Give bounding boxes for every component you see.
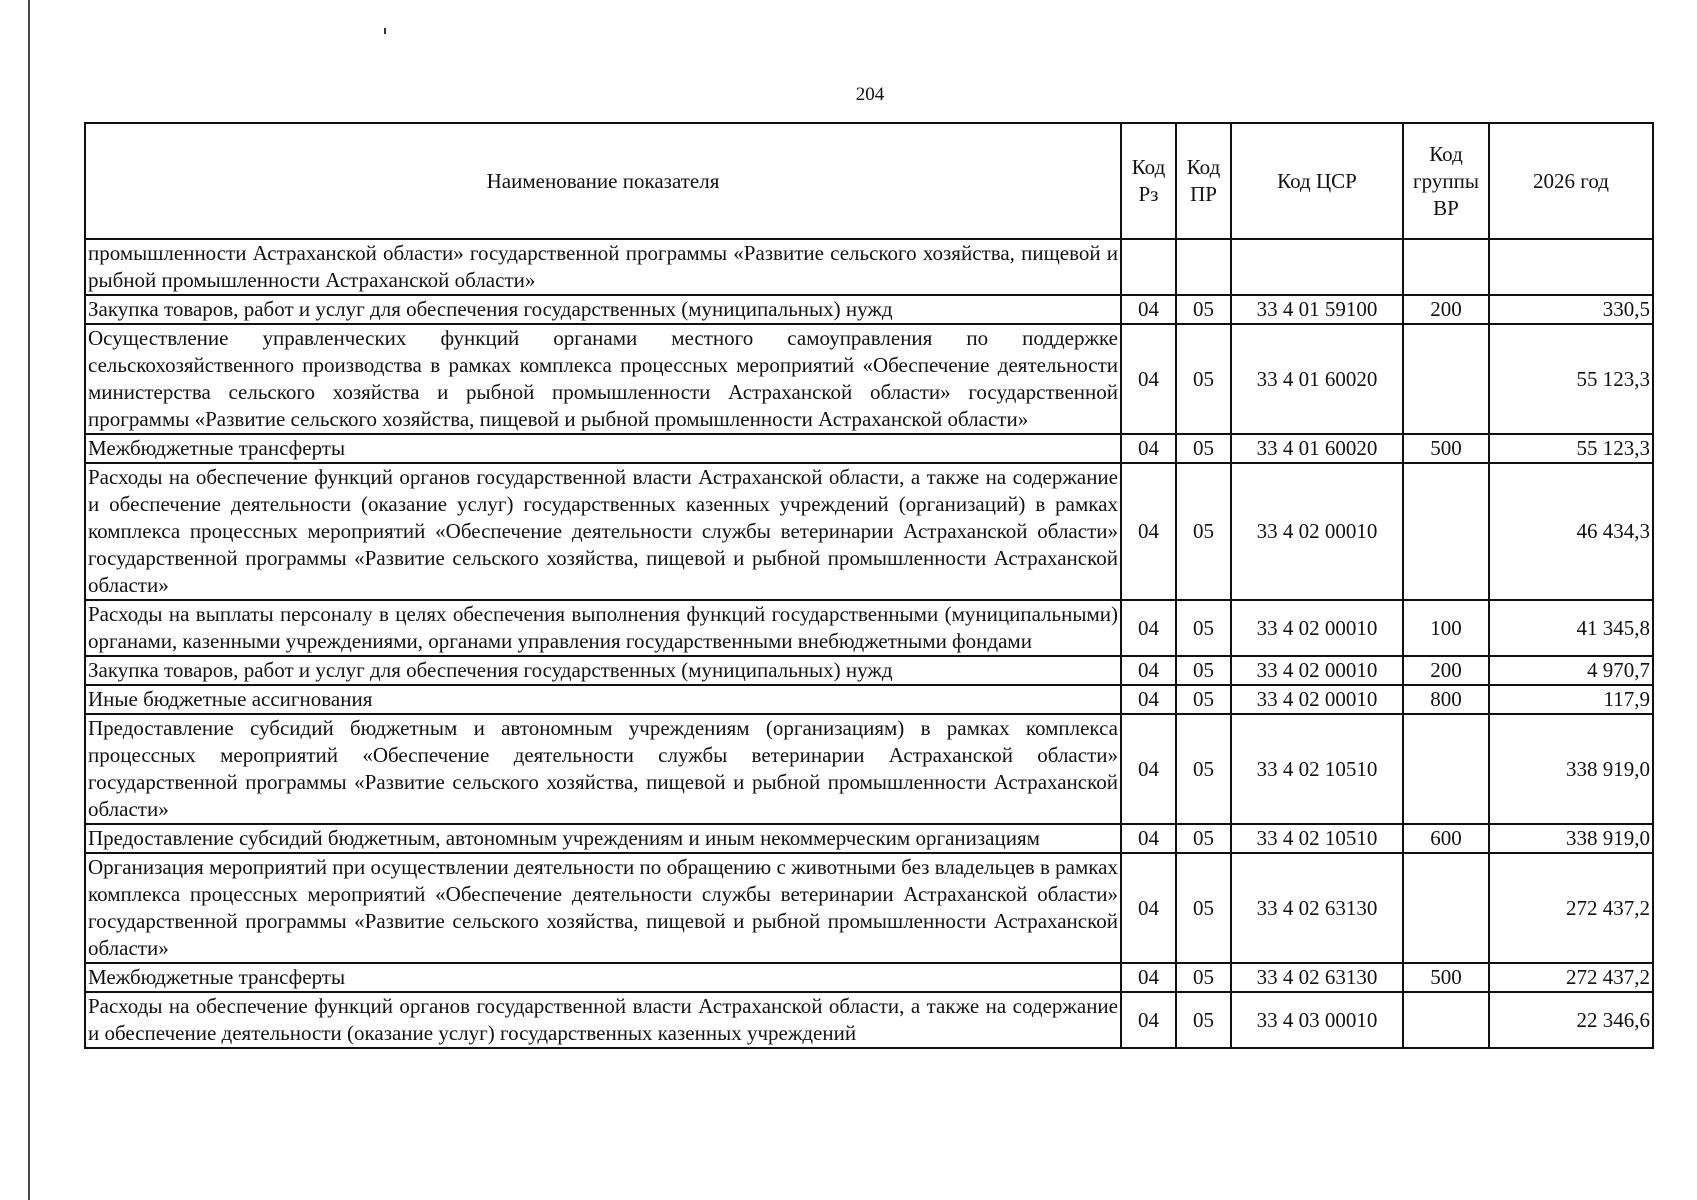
table-row (85, 295, 1653, 324)
row-amount: 55 123,3 (1489, 324, 1653, 434)
row-rz: 04 (1121, 295, 1176, 324)
table-row (85, 853, 1653, 963)
row-pr: 05 (1176, 600, 1231, 656)
table-row (85, 324, 1653, 434)
row-csr: 33 4 02 00010 (1231, 685, 1403, 714)
table-header-row (85, 123, 1653, 239)
row-csr (1231, 239, 1403, 295)
row-name: Организация мероприятий при осуществлении деятельности по обращению с животными без владельцев в рамках комплекса процессных мероприятий «Обеспечение деятельности службы ветеринарии Астраханской области» государственной программы «Развитие сельского хозяйства, пищевой и рыбной промышленности Астраханской области» (85, 853, 1121, 963)
row-rz: 04 (1121, 853, 1176, 963)
row-vr: 500 (1403, 434, 1489, 463)
row-pr: 05 (1176, 714, 1231, 824)
budget-table (84, 122, 1654, 1049)
row-vr (1403, 463, 1489, 600)
row-amount: 272 437,2 (1489, 853, 1653, 963)
table-row (85, 992, 1653, 1048)
table-row (85, 963, 1653, 992)
row-name: Расходы на обеспечение функций органов государственной власти Астраханской области, а также на содержание и обеспечение деятельности (оказание услуг) государственных казенных учреждений (85, 992, 1121, 1048)
row-vr (1403, 324, 1489, 434)
row-pr: 05 (1176, 685, 1231, 714)
row-name: Закупка товаров, работ и услуг для обеспечения государственных (муниципальных) нужд (85, 656, 1121, 685)
header-name: Наименование показателя (85, 123, 1121, 239)
row-csr: 33 4 02 63130 (1231, 963, 1403, 992)
row-pr: 05 (1176, 324, 1231, 434)
row-name: Закупка товаров, работ и услуг для обеспечения государственных (муниципальных) нужд (85, 295, 1121, 324)
row-csr: 33 4 02 00010 (1231, 656, 1403, 685)
row-rz (1121, 239, 1176, 295)
row-csr: 33 4 01 59100 (1231, 295, 1403, 324)
row-name: Осуществление управленческих функций органами местного самоуправления по поддержке сельскохозяйственного производства в рамках комплекса процессных мероприятий «Обеспечение деятельности министерства сельского хозяйства и рыбной промышленности Астраханской области» государственной программы «Развитие сельского хозяйства, пищевой и рыбной промышленности Астраханской области» (85, 324, 1121, 434)
row-csr: 33 4 02 10510 (1231, 714, 1403, 824)
row-amount: 41 345,8 (1489, 600, 1653, 656)
header-year: 2026 год (1489, 123, 1653, 239)
row-name: Предоставление субсидий бюджетным и автономным учреждениям (организациям) в рамках комплекса процессных мероприятий «Обеспечение деятельности службы ветеринарии Астраханской области» государственной программы «Развитие сельского хозяйства, пищевой и рыбной промышленности Астраханской области» (85, 714, 1121, 824)
table-row (85, 685, 1653, 714)
scan-speck (384, 28, 386, 34)
row-vr: 500 (1403, 963, 1489, 992)
row-name: Иные бюджетные ассигнования (85, 685, 1121, 714)
row-rz: 04 (1121, 714, 1176, 824)
row-csr: 33 4 01 60020 (1231, 434, 1403, 463)
row-vr: 600 (1403, 824, 1489, 853)
table-row (85, 463, 1653, 600)
row-pr: 05 (1176, 963, 1231, 992)
row-name: Расходы на обеспечение функций органов государственной власти Астраханской области, а также на содержание и обеспечение деятельности (оказание услуг) государственных казенных учреждений (организаций) в рамках комплекса процессных мероприятий «Обеспечение деятельности службы ветеринарии Астраханской области» государственной программы «Развитие сельского хозяйства, пищевой и рыбной промышленности Астраханской области» (85, 463, 1121, 600)
row-csr: 33 4 01 60020 (1231, 324, 1403, 434)
row-vr: 800 (1403, 685, 1489, 714)
row-amount: 117,9 (1489, 685, 1653, 714)
row-pr: 05 (1176, 853, 1231, 963)
table-row (85, 239, 1653, 295)
table-row (85, 656, 1653, 685)
row-amount: 4 970,7 (1489, 656, 1653, 685)
row-name: Межбюджетные трансферты (85, 963, 1121, 992)
row-vr: 100 (1403, 600, 1489, 656)
table-row (85, 434, 1653, 463)
header-rz: Код Рз (1121, 123, 1176, 239)
row-pr: 05 (1176, 295, 1231, 324)
page-number: 204 (855, 84, 885, 105)
row-amount: 22 346,6 (1489, 992, 1653, 1048)
row-rz: 04 (1121, 685, 1176, 714)
row-amount: 330,5 (1489, 295, 1653, 324)
row-vr (1403, 714, 1489, 824)
table-body (85, 239, 1653, 1048)
row-rz: 04 (1121, 963, 1176, 992)
row-pr: 05 (1176, 463, 1231, 600)
row-rz: 04 (1121, 434, 1176, 463)
row-amount: 46 434,3 (1489, 463, 1653, 600)
row-pr: 05 (1176, 992, 1231, 1048)
row-name: Межбюджетные трансферты (85, 434, 1121, 463)
row-vr (1403, 853, 1489, 963)
row-pr: 05 (1176, 434, 1231, 463)
table-row (85, 824, 1653, 853)
row-name: Предоставление субсидий бюджетным, автономным учреждениям и иным некоммерческим организациям (85, 824, 1121, 853)
page-binding-edge (28, 0, 30, 1200)
row-name: Расходы на выплаты персоналу в целях обеспечения выполнения функций государственными (муниципальными) органами, казенными учреждениями, органами управления государственными внебюджетными фондами (85, 600, 1121, 656)
row-amount: 338 919,0 (1489, 824, 1653, 853)
header-csr: Код ЦСР (1231, 123, 1403, 239)
table-row (85, 600, 1653, 656)
row-rz: 04 (1121, 824, 1176, 853)
row-amount (1489, 239, 1653, 295)
header-vr: Код группы ВР (1403, 123, 1489, 239)
header-pr: Код ПР (1176, 123, 1231, 239)
row-pr (1176, 239, 1231, 295)
row-amount: 55 123,3 (1489, 434, 1653, 463)
row-vr (1403, 992, 1489, 1048)
row-rz: 04 (1121, 992, 1176, 1048)
row-csr: 33 4 03 00010 (1231, 992, 1403, 1048)
row-rz: 04 (1121, 600, 1176, 656)
row-csr: 33 4 02 10510 (1231, 824, 1403, 853)
row-pr: 05 (1176, 656, 1231, 685)
row-csr: 33 4 02 63130 (1231, 853, 1403, 963)
row-pr: 05 (1176, 824, 1231, 853)
row-amount: 272 437,2 (1489, 963, 1653, 992)
row-rz: 04 (1121, 656, 1176, 685)
row-vr: 200 (1403, 656, 1489, 685)
row-csr: 33 4 02 00010 (1231, 600, 1403, 656)
row-csr: 33 4 02 00010 (1231, 463, 1403, 600)
row-vr (1403, 239, 1489, 295)
row-rz: 04 (1121, 463, 1176, 600)
row-rz: 04 (1121, 324, 1176, 434)
table-row (85, 714, 1653, 824)
row-amount: 338 919,0 (1489, 714, 1653, 824)
row-vr: 200 (1403, 295, 1489, 324)
row-name: промышленности Астраханской области» государственной программы «Развитие сельского хозяйства, пищевой и рыбной промышленности Астраханской области» (85, 239, 1121, 295)
